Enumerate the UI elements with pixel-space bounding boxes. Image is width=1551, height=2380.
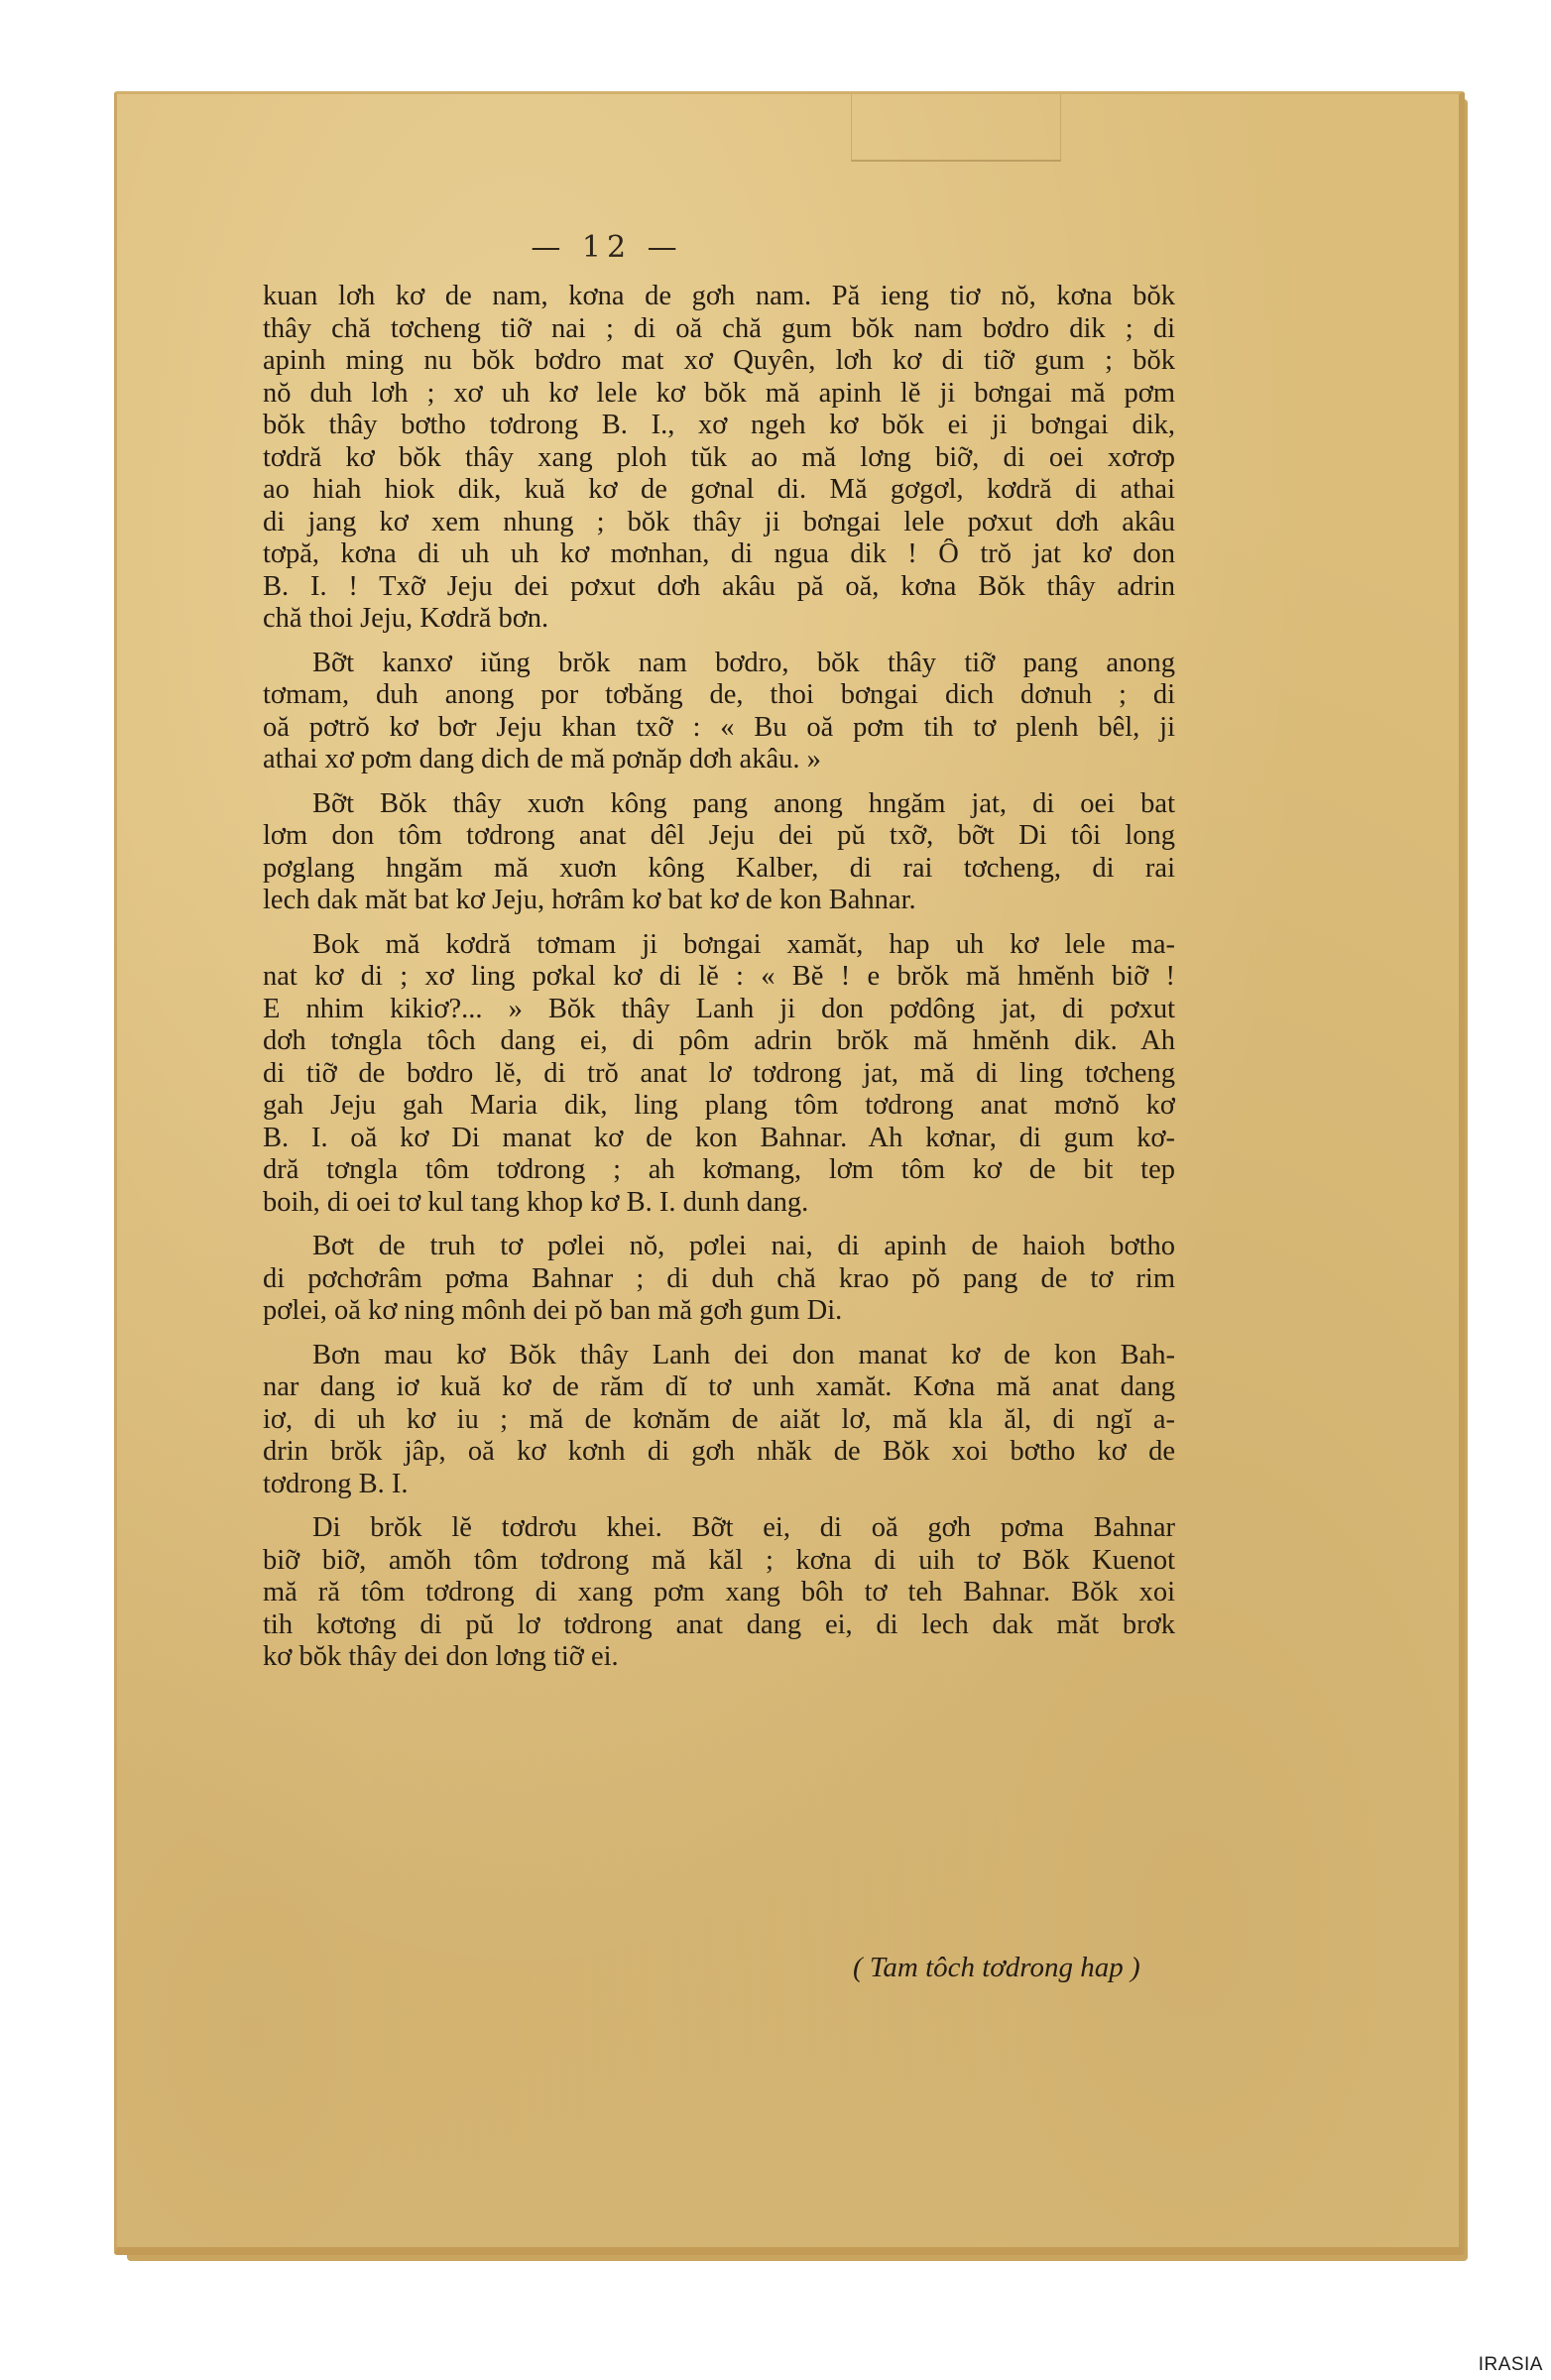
text-line: oă pơtrŏ kơ bơr Jeju khan txỡ : « Bu oă pơm tih tơ plenh bêl, ji [263, 711, 1175, 743]
text-line: E nhim kikiơ?... » Bŏk thây Lanh ji don pơdông jat, di pơxut [263, 993, 1175, 1024]
text-line: Bỡt Bŏk thây xuơn kông pang anong hngăm jat, di oei bat [312, 787, 1175, 819]
text-line: thây chă tơcheng tiỡ nai ; di oă chă gum bŏk nam bơdro dik ; di [263, 312, 1175, 344]
paragraph [263, 1512, 1175, 1674]
paragraph [263, 788, 1175, 917]
watermark-label: IRASIA [1478, 2354, 1543, 2375]
text-line: dră tơngla tôm tơdrong ; ah kơmang, lơm tôm kơ de bit tep [263, 1154, 1175, 1185]
text-line: kuan lơh kơ de nam, kơna de gơh nam. Pă ieng tiơ nŏ, kơna bŏk [263, 281, 1175, 311]
text-line: Bok mă kơdră tơmam ji bơngai xamăt, hap uh kơ lele ma- [312, 928, 1175, 960]
page-number: — 12 — [531, 230, 683, 265]
closing-note: ( Tam tôch tơdrong hap ) [853, 1952, 1140, 1983]
text-line: tơdră kơ bŏk thây xang ploh tŭk ao mă lơng biỡ, di oei xơrơp [263, 441, 1175, 473]
body-text [263, 281, 1175, 1686]
text-line: pơlei, oă kơ ning mônh dei pŏ ban mă gơh gum Di. [263, 1295, 843, 1326]
fold-mark [851, 94, 1061, 162]
text-line: gah Jeju gah Maria dik, ling plang tôm tơdrong anat mơnŏ kơ [263, 1090, 1175, 1121]
text-line: lech dak măt bat kơ Jeju, hơrâm kơ bat kơ de kon Bahnar. [263, 885, 916, 915]
text-line: tơdrong B. I. [263, 1468, 409, 1499]
text-line: di pơchơrâm pơma Bahnar ; di duh chă krao pŏ pang de tơ rim [263, 1262, 1175, 1294]
text-line: B. I. ! Txỡ Jeju dei pơxut dơh akâu pă oă, kơna Bŏk thây adrin [263, 570, 1175, 602]
text-line: nŏ duh lơh ; xơ uh kơ lele kơ bŏk mă apinh lĕ ji bơngai mă pơm [263, 377, 1175, 409]
text-line: Di brŏk lĕ tơdrơu khei. Bỡt ei, di oă gơh pơma Bahnar [312, 1512, 1175, 1543]
text-line: nar dang iơ kuă kơ de răm dĭ tơ unh xamăt. Kơna mă anat dang [263, 1371, 1175, 1402]
text-line: chă thoi Jeju, Kơdră bơn. [263, 603, 549, 634]
text-line: mă ră tôm tơdrong di xang pơm xang bôh tơ teh Bahnar. Bŏk xoi [263, 1577, 1175, 1607]
text-line: biỡ biỡ, amŏh tôm tơdrong mă kăl ; kơna di uih tơ Bŏk Kuenot [263, 1544, 1175, 1576]
text-line: lơm don tôm tơdrong anat dêl Jeju dei pŭ txỡ, bỡt Di tôi long [263, 820, 1175, 851]
paragraph [263, 648, 1175, 776]
text-line: Bơt de truh tơ pơlei nŏ, pơlei nai, di apinh de haioh bơtho [312, 1231, 1175, 1261]
text-line: Bỡt kanxơ iŭng brŏk nam bơdro, bŏk thây tiỡ pang anong [312, 647, 1175, 678]
text-line: boih, di oei tơ kul tang khop kơ B. I. dunh dang. [263, 1186, 809, 1218]
text-line: nat kơ di ; xơ ling pơkal kơ di lĕ : « Bĕ ! e brŏk mă hmĕnh biỡ ! [263, 961, 1175, 992]
text-line: di jang kơ xem nhung ; bŏk thây ji bơngai lele pơxut dơh akâu [263, 506, 1175, 537]
text-line: ao hiah hiok dik, kuă kơ de gơnal di. Mă gơgơl, kơdră di athai [263, 474, 1175, 505]
text-line: tih kơtơng di pŭ lơ tơdrong anat dang ei, di lech dak măt brơk [263, 1608, 1175, 1640]
text-line: athai xơ pơm dang dich de mă pơnăp dơh akâu. » [263, 744, 821, 774]
text-line: tơmam, duh anong por tơbăng de, thoi bơngai dich dơnuh ; di [263, 679, 1175, 710]
text-line: bŏk thây bơtho tơdrong B. I., xơ ngeh kơ bŏk ei ji bơngai dik, [263, 410, 1175, 440]
text-line: dơh tơngla tôch dang ei, di pôm adrin brŏk mă hmĕnh dik. Ah [263, 1025, 1175, 1056]
text-line: drin brŏk jâp, oă kơ kơnh di gơh nhăk de Bŏk xoi bơtho kơ de [263, 1436, 1175, 1467]
text-line: tơpă, kơna di uh uh kơ mơnhan, di ngua dik ! Ô trŏ jat kơ don [263, 538, 1175, 569]
paragraph [263, 929, 1175, 1220]
text-line: iơ, di uh kơ iu ; mă de kơnăm de aiăt lơ, mă kla ăl, di ngĭ a- [263, 1403, 1175, 1435]
text-line: pơglang hngăm mă xuơn kông Kalber, di rai tơcheng, di rai [263, 852, 1175, 884]
text-line: di tiỡ de bơdro lĕ, di trŏ anat lơ tơdrong jat, mă di ling tơcheng [263, 1057, 1175, 1089]
paragraph [263, 281, 1175, 636]
text-line: kơ bŏk thây dei don lơng tiỡ ei. [263, 1641, 619, 1672]
text-line: B. I. oă kơ Di manat kơ de kon Bahnar. Ah kơnar, di gum kơ- [263, 1122, 1175, 1153]
paragraph [263, 1231, 1175, 1328]
paragraph [263, 1340, 1175, 1501]
text-line: Bơn mau kơ Bŏk thây Lanh dei don manat kơ de kon Bah- [312, 1339, 1175, 1370]
text-line: apinh ming nu bŏk bơdro mat xơ Quyên, lơh kơ di tiỡ gum ; bŏk [263, 345, 1175, 376]
